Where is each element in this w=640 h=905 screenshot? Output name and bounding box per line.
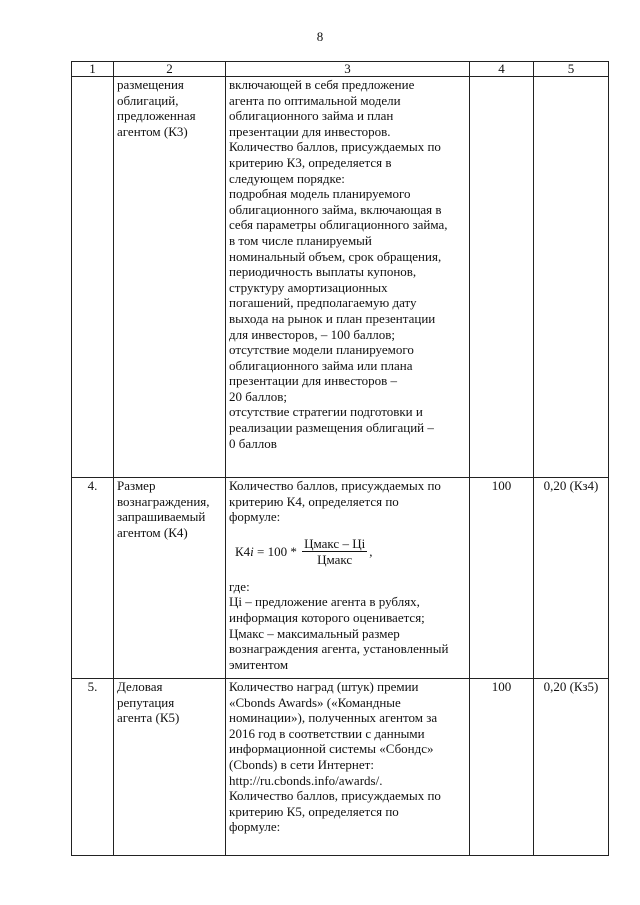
text-line: облигационного займа или плана (229, 357, 413, 373)
criterion-name (114, 679, 226, 856)
text-line: себя параметры облигационного займа, (229, 217, 448, 233)
description-intro (229, 478, 466, 525)
formula-tail: , (369, 543, 373, 559)
text-line: http://ru.cbonds.info/awards/. (229, 772, 383, 788)
max-score (470, 77, 534, 478)
text-line: 0 баллов (229, 435, 277, 451)
column-header-2: 2 (114, 62, 226, 77)
criterion-name (114, 77, 226, 478)
formula-lhs: К4 (235, 543, 251, 559)
text-line: агента (К5) (117, 710, 180, 726)
text-line: критерию К3, определяется в (229, 154, 392, 170)
table-row (72, 77, 609, 478)
text-line: эмитентом (229, 656, 289, 672)
k4-formula (229, 525, 466, 579)
text-line: Количество баллов, присуждаемых по (229, 478, 441, 493)
text-line: в том числе планируемый (229, 232, 372, 248)
column-header-5: 5 (534, 62, 609, 77)
text-line: Количество наград (штук) премии (229, 679, 419, 694)
row-number: 5. (72, 679, 114, 856)
formula-multiplier: = 100 * (253, 543, 301, 559)
text-line: агента по оптимальной модели (229, 92, 401, 108)
criterion-description (226, 679, 470, 856)
text-line: облигаций, (117, 92, 179, 108)
criterion-description (226, 478, 470, 679)
column-header-4: 4 (470, 62, 534, 77)
text-line: Цмакс – максимальный размер (229, 625, 400, 641)
criteria-table (71, 61, 609, 856)
text-line: структуру амортизационных (229, 279, 388, 295)
text-line: погашений, предполагаемую дату (229, 295, 417, 311)
text-line: облигационного займа и план (229, 108, 394, 124)
text-line: информация которого оценивается; (229, 609, 425, 625)
text-line: номинации»), полученных агентом за (229, 710, 438, 726)
text-line: Размер (117, 478, 156, 493)
text-line: где: (229, 578, 250, 594)
criterion-description (226, 77, 470, 478)
text-line: Цi – предложение агента в рублях, (229, 594, 420, 610)
formula-denominator: Цмакс (317, 552, 353, 568)
criterion-name (114, 478, 226, 679)
text-line: Количество баллов, присуждаемых по (229, 139, 441, 155)
row-number (72, 77, 114, 478)
text-line: вознаграждения, (117, 493, 210, 509)
text-line: периодичность выплаты купонов, (229, 264, 417, 280)
description-legend (229, 579, 466, 673)
formula-fraction (302, 536, 367, 567)
text-line: агентом (К3) (117, 123, 188, 139)
text-line: предложенная (117, 108, 196, 124)
text-line: формуле: (229, 509, 281, 525)
text-line: критерию К5, определяется по (229, 803, 399, 819)
text-line: (Cbonds) в сети Интернет: (229, 756, 374, 772)
text-line: запрашиваемый (117, 509, 206, 525)
text-line: следующем порядке: (229, 170, 345, 186)
weight: 0,20 (Кз5) (534, 679, 609, 856)
text-line: Деловая (117, 679, 163, 694)
formula-lhs-index: i (250, 543, 254, 559)
text-line: для инвесторов, – 100 баллов; (229, 326, 396, 342)
text-line: «Cbonds Awards» («Командные (229, 694, 401, 710)
text-line: 20 баллов; (229, 388, 287, 404)
table-row (72, 679, 609, 856)
text-line: репутация (117, 694, 175, 710)
text-line: отсутствие модели планируемого (229, 342, 414, 358)
text-line: информационной системы «Сбондс» (229, 741, 434, 757)
text-line: вознаграждения агента, установленный (229, 641, 449, 657)
row-number: 4. (72, 478, 114, 679)
text-line: критерию К4, определяется по (229, 493, 399, 509)
table-row (72, 478, 609, 679)
text-line: включающей в себя предложение (229, 77, 415, 92)
table-header-row (72, 62, 609, 77)
text-line: презентации для инвесторов. (229, 123, 391, 139)
column-header-3: 3 (226, 62, 470, 77)
text-line: реализации размещения облигаций – (229, 420, 434, 436)
text-line: номинальный объем, срок обращения, (229, 248, 442, 264)
text-line: отсутствие стратегии подготовки и (229, 404, 423, 420)
weight (534, 77, 609, 478)
max-score: 100 (470, 679, 534, 856)
text-line: формуле: (229, 819, 281, 835)
column-header-1: 1 (72, 62, 114, 77)
text-line: подробная модель планируемого (229, 186, 411, 202)
text-line: размещения (117, 77, 184, 92)
weight: 0,20 (Кз4) (534, 478, 609, 679)
formula-numerator: Цмакс – Цi (304, 536, 366, 552)
text-line: Количество баллов, присуждаемых по (229, 788, 441, 804)
max-score: 100 (470, 478, 534, 679)
text-line: агентом (К4) (117, 524, 188, 540)
page-number: 8 (316, 29, 324, 44)
text-line: выхода на рынок и план презентации (229, 310, 436, 326)
text-line: облигационного займа, включающая в (229, 201, 442, 217)
text-line: 2016 год в соответствии с данными (229, 725, 425, 741)
text-line: презентации для инвесторов – (229, 373, 398, 389)
